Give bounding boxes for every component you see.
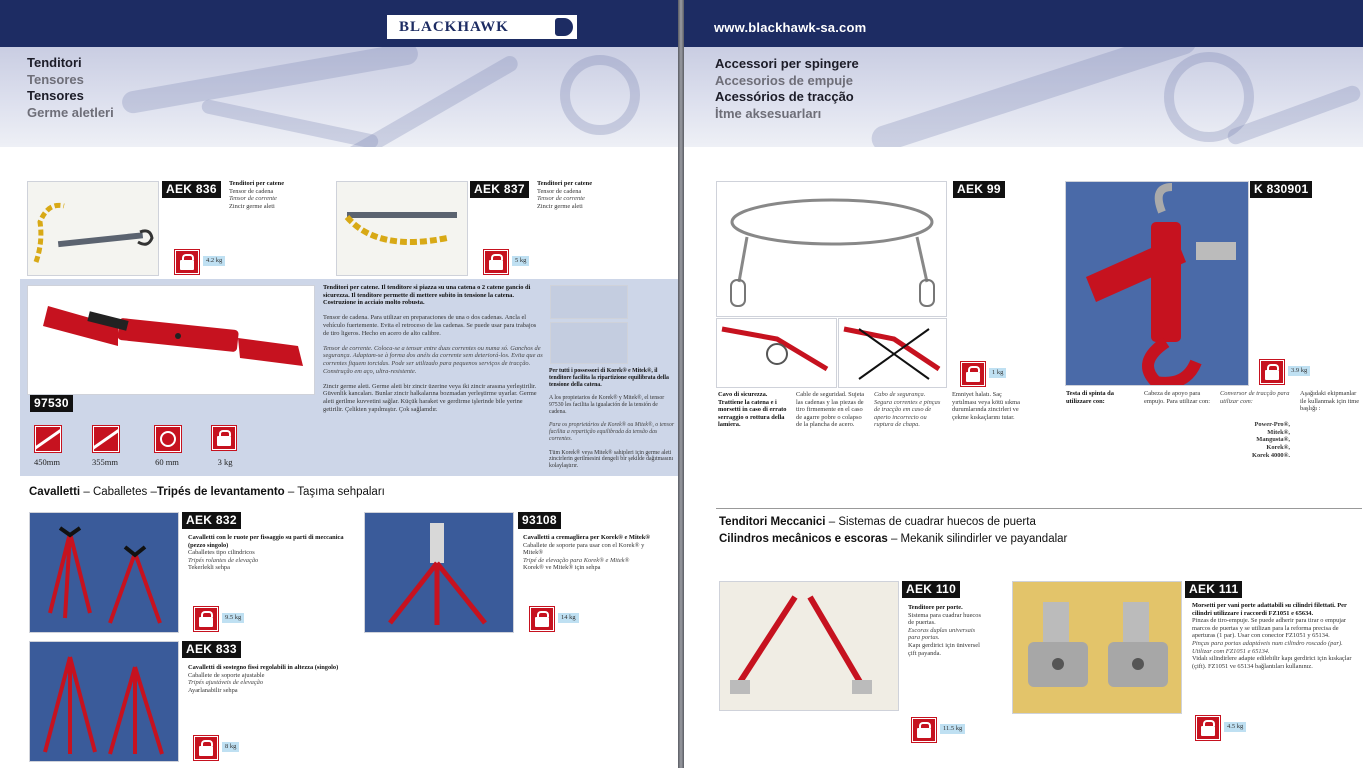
weight-icon (194, 607, 218, 631)
section-divider (716, 508, 1362, 509)
k830901-caption-tr: Aşağıdaki ekipmanlar ile kullanmak için itme başlığı : (1300, 390, 1360, 413)
section-tr: Taşıma sehpaları (297, 486, 385, 498)
p93108-photo (364, 512, 514, 633)
door-clamp-illustration (1013, 582, 1181, 713)
weight-icon (912, 718, 936, 742)
k830901-caption-it-text: Testa di spinta da utilizzare con: (1066, 390, 1114, 405)
title-it: Accessori per spingere (715, 56, 859, 71)
aek111-line-tr: Vidalı silindirlere adapte edilebilir kapı gerdirici için kıskaçlar (çift). FZ1051 ve 65134 bağlantıları kullanınız. (1192, 655, 1352, 670)
section2-normal: Mekanik silindirler ve payandalar (900, 533, 1068, 545)
cable-usage-diagram-wrong (838, 318, 947, 388)
left-catalog-page (0, 0, 678, 768)
right-header-title (715, 56, 859, 122)
dim-diameter: 60 mm (155, 457, 179, 467)
p97530-code: 97530 (30, 395, 73, 412)
stands-section-title: Cavalletti – Caballetes –Tripés de levantamento – Taşıma sehpaları (29, 486, 385, 498)
aek111-code: AEK 111 (1185, 581, 1242, 598)
k830901-caption-pt-text: Conversor de tracção para utilizar com: (1220, 390, 1290, 405)
p97530-para-es: Tensor de cadena. Para utilizar en preparaciones de una o dos cadenas. Ancla el vehículo fuertemente. Evita el retroceso de las cadenas. Se puede usar para trabajos de tiro ligeros. Hecho en acero de alto calibre. (323, 314, 537, 337)
diameter-icon (155, 426, 181, 452)
aek837-line-it: Tenditori per catene (537, 180, 593, 187)
aek836-photo (27, 181, 159, 276)
door-strut-illustration (720, 582, 898, 710)
compat-item: Mitek®, (1267, 428, 1290, 436)
section-es: Caballetes (92, 486, 148, 498)
aek99-code: AEK 99 (953, 181, 1005, 198)
title-tr: Germe aletleri (27, 104, 114, 120)
section-pt: Tripés de levantamento (156, 486, 285, 498)
aek837-code: AEK 837 (470, 181, 529, 198)
aek833-description (188, 664, 353, 694)
dim-weight: 3 kg (217, 457, 233, 467)
p93108-line-it: Cavalletti a cremagliera per Korek® e Mitek® (523, 534, 651, 541)
aek833-line-tr: Ayarlanabilir sehpa (188, 686, 238, 694)
aek99-caption-it-text: Cavo di sicurezza. Trattiene la catena e i morsetti in caso di errato serraggio o rottura della lamiera. (718, 391, 787, 429)
weight-icon (212, 426, 236, 450)
aek833-line-es: Caballete de soporte ajustable (188, 671, 265, 679)
red-stand-illustration (30, 513, 178, 632)
tensioner-diagram-2 (550, 322, 628, 364)
cable-usage-diagram-correct (716, 318, 837, 388)
p93108-weight: 14 kg (558, 613, 579, 623)
aek833-code: AEK 833 (182, 641, 241, 658)
aek111-line-es: Pinzas de tiro-empuje. Se puede adherir para tirar o empujar marcos de puertas y se utilizan para la reforma precisa de aperturas (1 par). Usar con conector FZ1051 y 65134. (1192, 617, 1347, 640)
aek832-description (188, 534, 353, 572)
aek832-code: AEK 832 (182, 512, 241, 529)
section2-bold: Cilindros mecânicos e escoras (719, 533, 888, 545)
aek111-line-it: Morsetti per vani porte adattabili su cilindri filettati. Per cilindri utilizzare i raccordi FZ1051 e 65634. (1192, 602, 1347, 617)
aek836-description (229, 180, 329, 210)
aek837-description (537, 180, 637, 210)
aek836-line-pt: Tensor de corrente (229, 195, 277, 203)
side-note-es: A los propietarios de Korek® y Mitek®, el tensor 97530 les facilita la igualación de la tensión de cadena. (549, 395, 665, 415)
k830901-caption-pt (1220, 390, 1290, 459)
aek836-line-tr: Zincir germe aleti (229, 202, 275, 210)
compat-item: Korek 4000®. (1251, 451, 1290, 459)
aek832-weight: 9.5 kg (222, 613, 244, 623)
p93108-line-tr: Korek® ve Mitek® için sehpa (523, 564, 601, 572)
side-note-tr: Tüm Korek® veya Mitek® sahipleri için germe aleti zincirlerin gerilmesini dengeli bir şekilde dağıtmasını kolaylaştırır. (549, 449, 674, 470)
k830901-caption-it (1066, 390, 1131, 405)
side-note-it: Per tutti i possessori di Korek® e Mitek®, il tenditore facilita la ripartizione equilibrata della tensione della catena. (549, 368, 669, 388)
title-pt: Tensores (27, 88, 84, 103)
blackhawk-logo (386, 14, 578, 40)
aek99-caption-pt (874, 391, 944, 429)
cylinder-section-title: Cilindros mecânicos e escoras – Mekanik silindirler ve payandalar (719, 533, 1068, 545)
dim-length: 450mm (34, 457, 60, 467)
aek110-photo (719, 581, 899, 711)
aek110-description (908, 604, 986, 657)
length-icon (35, 426, 61, 452)
k830901-weight: 3.9 kg (1288, 366, 1310, 376)
aek110-line-pt: Escoras duplas universais para portas. (908, 626, 976, 642)
chain-tensioner-illustration (337, 182, 467, 275)
section1-bold: Tenditori Meccanici (719, 516, 826, 528)
aek836-code: AEK 836 (162, 181, 221, 198)
weight-icon (175, 250, 199, 274)
compat-item: Korek®, (1266, 443, 1290, 451)
aek832-line-pt: Tripés rolantes de elevação (188, 556, 259, 564)
weight-icon (961, 362, 985, 386)
p97530-para-it: Tenditori per catene. Il tenditore si piazza su una catena o 2 catene gancio di sicurezza. Il tenditore permette di mettere subito in tensione la catena. Costruzione in acciaio molto robusta. (323, 284, 531, 307)
aek110-line-es: Sistema para cuadrar huecos de puertas. (908, 611, 981, 627)
indian-head-icon (555, 18, 573, 36)
aek836-line-es: Tensor de cadena (229, 187, 274, 195)
aek837-photo (336, 181, 468, 276)
tensioner-diagram-1 (550, 285, 628, 319)
aek99-photo (716, 181, 947, 317)
p97530-side-note (549, 368, 675, 470)
aek836-weight: 4.2 kg (203, 256, 225, 266)
compat-item: Mangusta®, (1256, 436, 1290, 444)
dim-min-length: 355mm (92, 457, 118, 467)
p93108-code: 93108 (518, 512, 561, 529)
safety-cable-illustration (717, 182, 946, 316)
aek110-code: AEK 110 (902, 581, 960, 598)
section-it: Cavalletti (29, 486, 81, 498)
compat-item: Power-Pro®, (1254, 421, 1290, 429)
aek832-line-tr: Tekerlekli sehpa (188, 564, 230, 572)
red-stand-illustration (365, 513, 513, 632)
aek833-line-pt: Tripés ajustáveis de elevação (188, 679, 264, 687)
aek833-line-it: Cavalletti di sostegno fissi regolabili in altezza (singolo) (188, 664, 339, 671)
aek111-description (1192, 602, 1359, 670)
p97530-para-pt: Tensor de corrente. Coloca-se a tensar entre duas correntes ou numa só. Ganchos de segurança. Adaptam-se à forma dos anéis da corrente sem deteriorá-los. Evita que as correntes fiquem torcidas. Pode ser utilizado para pequenos serviços de tracção. Construção em aço, ultra-resistente. (323, 344, 543, 375)
min-length-icon (93, 426, 119, 452)
right-header-banner (684, 47, 1363, 147)
cable-usage-illustration (717, 319, 836, 387)
weight-icon (1196, 716, 1220, 740)
aek833-weight: 8 kg (222, 742, 239, 752)
title-es: Accesorios de empuje (715, 72, 853, 88)
chain-silhouette (201, 98, 380, 147)
door-tensioner-section-title: Tenditori Meccanici – Sistemas de cuadrar huecos de puerta (719, 516, 1036, 528)
weight-icon (484, 250, 508, 274)
k830901-photo (1065, 181, 1249, 386)
k830901-caption-es: Cabeza de apoyo para empujo. Para utilizar con: (1144, 390, 1211, 405)
push-head-illustration (1066, 182, 1248, 385)
chain-tensioner-illustration (28, 182, 158, 275)
p97530-description (323, 284, 543, 413)
red-turnbuckle-illustration (28, 286, 314, 394)
title-it: Tenditori (27, 55, 82, 70)
p93108-description (523, 534, 658, 572)
left-header-banner (0, 47, 678, 147)
logo-text: BLACKHAWK (399, 19, 509, 35)
aek110-line-tr: Kapı gerdirici için üniversel çift payanda. (908, 641, 980, 657)
side-note-pt: Para os proprietários de Korek® ou Mitek®, o tensor facilita a repartição equilibrada da tensão das correntes. (549, 422, 675, 442)
aek111-photo (1012, 581, 1182, 714)
weight-icon (194, 736, 218, 760)
aek99-caption-pt-text: Cabo de segurança. Segura correntes e pinças de tracção em caso de aperto incorrecto ou ruptura de chapa. (874, 391, 941, 429)
aek110-line-it: Tenditore per porte. (908, 604, 963, 611)
aek836-line-it: Tenditori per catene (229, 180, 285, 187)
red-stand-illustration (30, 642, 178, 761)
left-header-title (27, 55, 114, 121)
aek99-caption-it (718, 391, 790, 429)
aek837-line-es: Tensor de cadena (537, 187, 582, 195)
p97530-para-tr: Zincir germe aleti. Germe aleti bir zincir üzerine veya iki zincir arasına yerleştirilir. Güvenlik kancaları. Bunlar zincir halkalarına bozmadan yerleştirme uyarlar. Germe aleti gerilme kuvvetini sağlar. Küçük haraket ve gerdirme işlerinde bile yerine getirilir. Çelikten yapılmıştır. Çok sağlamdır. (323, 382, 537, 413)
aek110-weight: 11.5 kg (940, 724, 965, 734)
aek99-caption-es: Cable de seguridad. Sujeta las cadenas y las piezas de tiro firmemente en el caso de agarre pobre o colapso de la plancha de acero. (796, 391, 865, 429)
ring-silhouette (560, 55, 640, 135)
section1-normal: Sistemas de cuadrar huecos de puerta (838, 516, 1036, 528)
aek833-photo (29, 641, 179, 762)
website-url: www.blackhawk-sa.com (714, 20, 867, 35)
aek832-photo (29, 512, 179, 633)
aek832-line-it: Cavalletti con le ruote per fissaggio su parti di meccanica (pezzo singolo) (188, 534, 344, 549)
weight-icon (1260, 360, 1284, 384)
cross-icon (839, 319, 946, 387)
aek837-line-tr: Zincir germe aleti (537, 202, 583, 210)
compatible-list (1220, 421, 1290, 459)
aek99-caption-tr: Emniyet halatı. Saç yırtılması veya kötü sıkma durumlarında zincirleri ve çekme kıskaçlarını tutar. (952, 391, 1020, 421)
right-catalog-page (684, 0, 1363, 768)
title-es: Tensores (27, 71, 84, 87)
wrench-silhouette (868, 47, 1199, 147)
aek111-weight: 4.5 kg (1224, 722, 1246, 732)
aek837-line-pt: Tensor de corrente (537, 195, 585, 203)
p93108-line-es: Caballete de soporte para usar con el Korek® y Mitek® (523, 541, 645, 557)
title-pt: Acessórios de tracção (715, 89, 854, 104)
p93108-line-pt: Tripé de elevação para Korek® e Mitek® (523, 556, 630, 564)
wrench-silhouette (120, 47, 419, 115)
weight-icon (530, 607, 554, 631)
aek99-weight: 1 kg (989, 368, 1006, 378)
k830901-code: K 830901 (1250, 181, 1312, 198)
title-tr: İtme aksesuarları (715, 105, 822, 121)
aek111-line-pt: Pinças para portas adaptáveis num cilindro roscado (par). Utilizar com FZ1051 e 65134. (1192, 639, 1343, 655)
aek837-weight: 5 kg (512, 256, 529, 266)
aek832-line-es: Caballetes tipo cilindricos (188, 549, 255, 557)
p97530-photo (27, 285, 315, 395)
